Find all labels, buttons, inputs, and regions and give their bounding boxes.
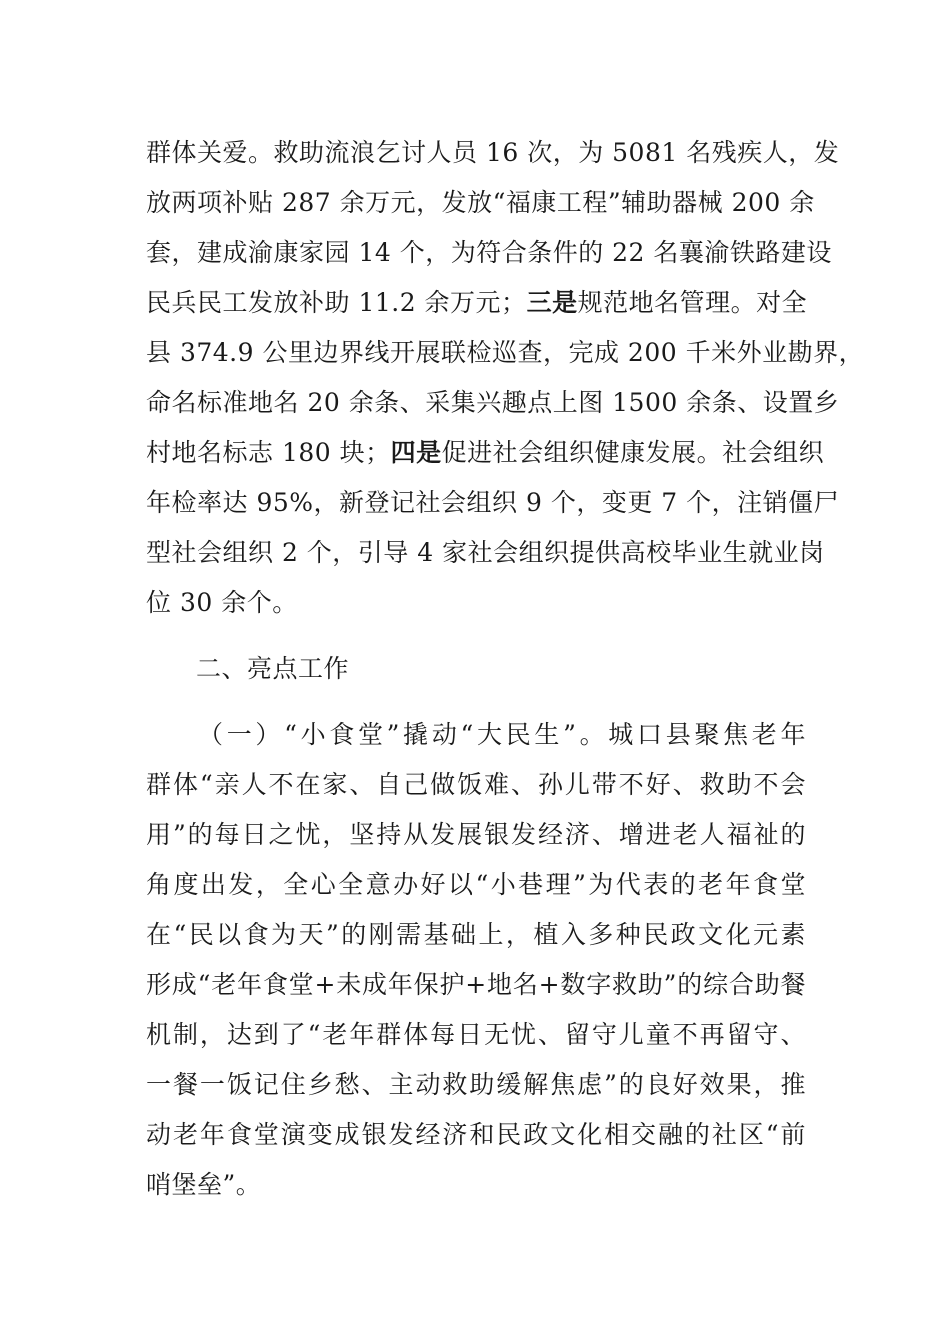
text-line: 年检率达 95%，新登记社会组织 9 个，变更 7 个，注销僵尸 [146,488,840,517]
text-line: 角度出发，全心全意办好以“小巷理”为代表的老年食堂 [146,870,806,899]
text-line: 在“民以食为天”的刚需基础上，植入多种民政文化元素 [146,920,806,949]
document-page [146,128,865,1210]
paragraph-highlight-canteen [146,710,806,1210]
text-line: 套，建成渝康家园 14 个，为符合条件的 22 名襄渝铁路建设 [146,238,832,267]
emphasis-fourth: 四是 [390,438,442,467]
text-line: 哨堡垒”。 [146,1170,262,1199]
text-line: 村地名标志 180 块；四是促进社会组织健康发展。社会组织 [146,438,825,467]
text-line: 放两项补贴 287 余万元，发放“福康工程”辅助器械 200 余 [146,188,815,217]
text-line: 用”的每日之忧，坚持从发展银发经济、增进老人福祉的 [146,820,806,849]
paragraph-social-work [146,128,865,628]
text-line: 一餐一饭记住乡愁、主动救助缓解焦虑”的良好效果，推 [146,1070,806,1099]
text-line: 群体“亲人不在家、自己做饭难、孙儿带不好、救助不会 [146,770,806,799]
text-line: （一）“小食堂”撬动“大民生”。城口县聚焦老年 [198,720,806,749]
text-line: 型社会组织 2 个，引导 4 家社会组织提供高校毕业生就业岗 [146,538,825,567]
section-heading: 二、亮点工作 [196,654,350,683]
text-line: 形成“老年食堂+未成年保护+地名+数字救助”的综合助餐 [146,970,806,999]
text-line: 县 374.9 公里边界线开展联检巡查，完成 200 千米外业勘界， [146,338,865,367]
text-line: 动老年食堂演变成银发经济和民政文化相交融的社区“前 [146,1120,806,1149]
text-line: 机制，达到了“老年群体每日无忧、留守儿童不再留守、 [146,1020,806,1049]
emphasis-third: 三是 [526,288,578,317]
text-line: 位 30 余个。 [146,588,298,617]
text-line: 民兵民工发放补助 11.2 余万元；三是规范地名管理。对全 [146,288,808,317]
text-line: 群体关爱。救助流浪乞讨人员 16 次，为 5081 名残疾人，发 [146,138,840,167]
text-line: 命名标准地名 20 余条、采集兴趣点上图 1500 余条、设置乡 [146,388,840,417]
